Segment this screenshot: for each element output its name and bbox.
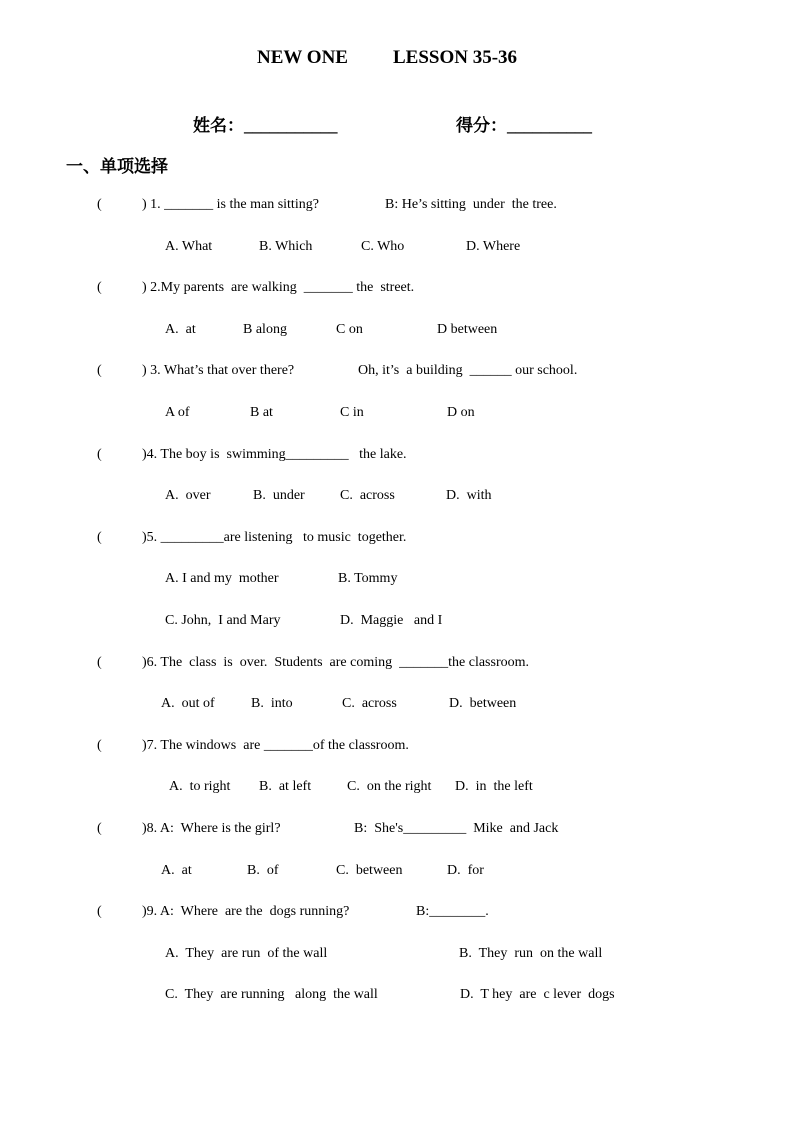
option-c: C in — [340, 405, 364, 420]
option-c: C. on the right — [347, 779, 432, 794]
name-field-label: 姓名：___________ — [193, 116, 338, 135]
option-d: D on — [447, 405, 475, 420]
question-paren: ( — [97, 821, 102, 836]
option-b: B. at left — [259, 779, 312, 794]
option-c: C. between — [336, 863, 403, 878]
option-c: C on — [336, 322, 363, 337]
option-b: B. into — [251, 696, 293, 711]
option-d: D between — [437, 322, 498, 337]
question-paren: ( — [97, 530, 102, 545]
option-a: A. at — [161, 863, 192, 878]
section-title: 一、单项选择 — [66, 157, 168, 176]
option-b: B at — [250, 405, 273, 420]
option-a: A of — [165, 405, 190, 420]
option-a: A. at — [165, 322, 196, 337]
option-b: B. They run on the wall — [459, 946, 603, 961]
question-extra: Oh, it’s a building ______ our school. — [358, 363, 578, 378]
question-paren: ( — [97, 655, 102, 670]
option-c: C. across — [340, 488, 395, 503]
question-text: ) 1. _______ is the man sitting? — [142, 197, 319, 212]
option-d: D. in the left — [455, 779, 533, 794]
option-b: B along — [243, 322, 287, 337]
question-paren: ( — [97, 197, 102, 212]
question-text: )4. The boy is swimming_________ the lake. — [142, 447, 407, 462]
question-text: )9. A: Where are the dogs running? — [142, 904, 350, 919]
option-b: B. Which — [259, 239, 313, 254]
question-text: )7. The windows are _______of the classroom. — [142, 738, 409, 753]
option-d: D. for — [447, 863, 484, 878]
option-a: A. I and my mother — [165, 571, 279, 586]
question-extra: B: She's_________ Mike and Jack — [354, 821, 559, 836]
score-field-label: 得分：__________ — [456, 116, 592, 135]
option-a: A. What — [165, 239, 213, 254]
question-text: )5. _________are listening to music together. — [142, 530, 407, 545]
option-d: D. T hey are c lever dogs — [460, 987, 615, 1002]
question-paren: ( — [97, 280, 102, 295]
question-text: )8. A: Where is the girl? — [142, 821, 281, 836]
question-extra: B: He’s sitting under the tree. — [385, 197, 557, 212]
option-c: C. John, I and Mary — [165, 613, 281, 628]
option-b: B. under — [253, 488, 305, 503]
question-paren: ( — [97, 363, 102, 378]
lesson-title: LESSON 35-36 — [393, 47, 518, 68]
question-extra: B:________. — [416, 904, 489, 919]
question-text: )6. The class is over. Students are coming _______the classroom. — [142, 655, 530, 670]
option-b: B. of — [247, 863, 279, 878]
question-paren: ( — [97, 904, 102, 919]
question-text: ) 3. What’s that over there? — [142, 363, 295, 378]
question-paren: ( — [97, 447, 102, 462]
option-d: D. Where — [466, 239, 521, 254]
option-a: A. They are run of the wall — [165, 946, 328, 961]
option-a: A. out of — [161, 696, 215, 711]
option-a: A. over — [165, 488, 211, 503]
option-d: D. between — [449, 696, 517, 711]
option-c: C. across — [342, 696, 397, 711]
question-text: ) 2.My parents are walking _______ the street. — [142, 280, 415, 295]
option-d: D. with — [446, 488, 492, 503]
option-c: C. They are running along the wall — [165, 987, 378, 1002]
option-a: A. to right — [169, 779, 231, 794]
question-paren: ( — [97, 738, 102, 753]
option-d: D. Maggie and I — [340, 613, 443, 628]
option-b: B. Tommy — [338, 571, 398, 586]
page-title: NEW ONE — [257, 47, 348, 68]
option-c: C. Who — [361, 239, 405, 254]
